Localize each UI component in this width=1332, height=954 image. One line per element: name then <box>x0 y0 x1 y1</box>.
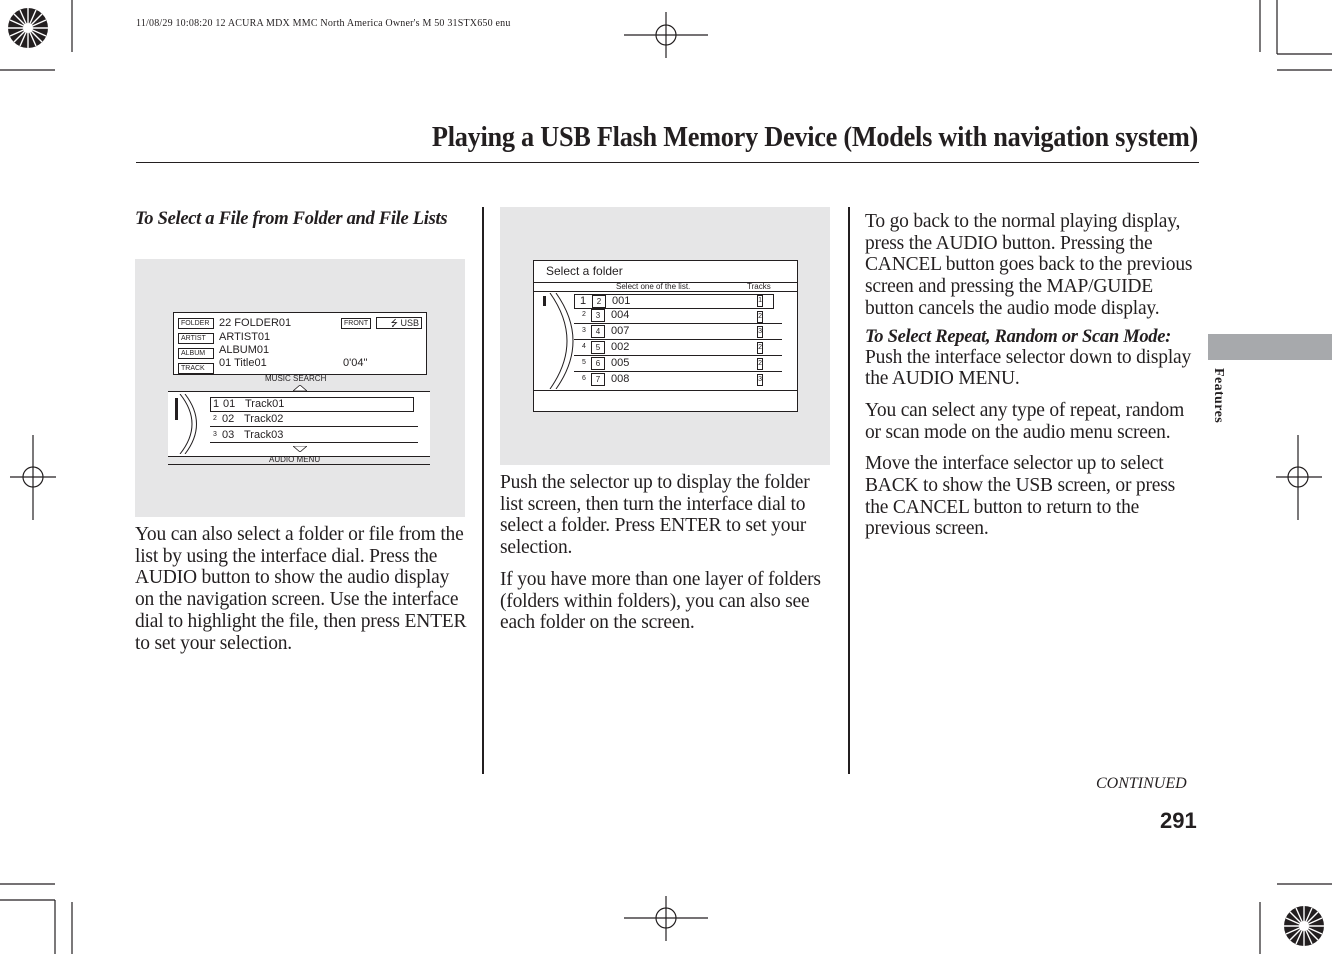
track-number: 03 <box>222 429 235 441</box>
column-divider-1 <box>482 207 484 774</box>
folder-track-count: 3 <box>757 374 763 386</box>
col2-para-2: If you have more than one layer of folders (folders within folders), you can also see each folder on the screen. <box>500 568 821 634</box>
track-index: 2 <box>213 415 217 422</box>
folder-box: 2 <box>592 295 606 308</box>
folder-row-5[interactable] <box>574 357 782 372</box>
bottom-screen-line <box>168 464 430 465</box>
col2-body <box>500 472 835 644</box>
music-search-text: MUSIC SEARCH <box>265 374 327 383</box>
col3-para-4: Move the interface selector up to select BACK to show the USB screen, or press the CANCEL button to return to the previous screen. <box>865 453 1175 540</box>
folder-row-1[interactable] <box>574 294 774 309</box>
figure-usb-display <box>135 259 465 517</box>
col1-heading: To Select a File from Folder and File Lists <box>135 209 448 229</box>
figure-folder-list <box>500 207 830 465</box>
folder-index: 3 <box>582 327 586 334</box>
page-number: 291 <box>1160 808 1197 833</box>
folder-list-header <box>534 260 797 283</box>
title-value: 01 Title01 <box>219 357 267 369</box>
page-title: Playing a USB Flash Memory Device (Models with navigation system) <box>431 122 1198 153</box>
track-row-1[interactable] <box>210 397 414 412</box>
col2-para-1: Push the selector up to display the folder list screen, then turn the interface dial to select a folder. Press ENTER to set your selection. <box>500 472 810 559</box>
now-playing-screen <box>173 312 427 375</box>
folder-value: 22 FOLDER01 <box>219 317 292 329</box>
folder-name: 005 <box>611 357 630 369</box>
folder-track-count: 2 <box>757 311 763 323</box>
folder-row-3[interactable] <box>574 325 782 340</box>
section-tab-bar <box>1208 334 1332 360</box>
track-index: 1 <box>213 398 220 410</box>
folder-index: 2 <box>582 311 586 318</box>
artist-value: ARTIST01 <box>219 331 271 343</box>
folder-track-count: 2 <box>757 358 763 370</box>
continued-label: CONTINUED <box>1096 775 1187 792</box>
usb-badge <box>376 317 422 329</box>
track-name: Track01 <box>245 398 285 410</box>
folder-track-count: 2 <box>757 342 763 354</box>
folder-index: 1 <box>580 295 587 307</box>
dial-arc-icon <box>540 293 576 389</box>
track-name: Track02 <box>244 413 284 425</box>
track-index: 3 <box>213 431 217 438</box>
music-search-label <box>265 374 326 383</box>
folder-track-count: 3 <box>757 326 763 338</box>
track-name: Track03 <box>244 429 284 441</box>
track-number: 01 <box>223 398 236 410</box>
folder-row-6[interactable] <box>574 373 782 387</box>
folder-name: 008 <box>611 373 630 385</box>
dial-arc-icon <box>174 394 202 454</box>
folder-name: 004 <box>611 309 630 321</box>
folder-list-screen <box>533 260 798 412</box>
track-row-3[interactable] <box>210 429 418 443</box>
audio-menu-label: AUDIO MENU <box>269 455 321 464</box>
artist-tag: ARTIST <box>178 333 214 344</box>
folder-box: 6 <box>591 357 605 370</box>
col1-body <box>135 524 470 664</box>
folder-name: 002 <box>611 341 630 353</box>
section-tab-label: Features <box>1211 368 1226 424</box>
col3-para-1: To go back to the normal playing display, press the AUDIO button. Pressing the CANCEL button goes back to the previous screen and pressing the MAP/GUIDE button cancels the audio mode display. <box>865 211 1193 319</box>
col3-para-2: Push the interface selector down to display the AUDIO MENU. <box>865 346 1192 390</box>
folder-name: 001 <box>612 295 631 307</box>
print-header: 11/08/29 10:08:20 12 ACURA MDX MMC North America Owner's M 50 31STX650 enu <box>136 18 511 29</box>
track-number: 02 <box>222 413 235 425</box>
album-value: ALBUM01 <box>219 344 270 356</box>
folder-tag: FOLDER <box>178 318 214 329</box>
front-badge: FRONT <box>341 318 371 329</box>
folder-track-count: 1 <box>757 295 763 307</box>
col3-body <box>865 211 1200 550</box>
tracks-column-label: Tracks <box>747 282 771 291</box>
folder-name: 007 <box>611 325 630 337</box>
elapsed-time: 0'04" <box>343 357 368 369</box>
folder-box: 5 <box>591 341 605 354</box>
usb-label: USB <box>400 318 419 328</box>
down-arrow-icon <box>293 446 307 452</box>
folder-box: 7 <box>591 373 605 386</box>
col3-para-3: You can select any type of repeat, random or scan mode on the audio menu screen. <box>865 399 1185 443</box>
folder-row-2[interactable] <box>574 309 782 324</box>
track-tag: TRACK <box>178 363 214 374</box>
column-divider-2 <box>848 207 850 774</box>
col1-para-1: You can also select a folder or file from the list by using the interface dial. Press the AUDIO button to show the audio display on the navigation screen. Use the interface dial to highlight the file, then press ENTER to set your selection. <box>135 524 467 654</box>
folder-box: 3 <box>591 309 605 322</box>
folder-index: 5 <box>582 359 586 366</box>
folder-list-title: Select a folder <box>546 264 623 278</box>
album-tag: ALBUM <box>178 348 214 359</box>
folder-index: 4 <box>582 343 586 350</box>
folder-list-subtitle: Select one of the list. <box>616 282 691 291</box>
track-row-2[interactable] <box>210 413 418 427</box>
folder-index: 6 <box>582 375 586 382</box>
title-rule <box>136 162 1199 163</box>
folder-box: 4 <box>591 325 605 338</box>
usb-icon: ⭍ <box>390 318 398 328</box>
folder-row-4[interactable] <box>574 341 782 356</box>
col3-heading: To Select Repeat, Random or Scan Mode: <box>865 326 1172 347</box>
folder-rows <box>534 291 797 391</box>
